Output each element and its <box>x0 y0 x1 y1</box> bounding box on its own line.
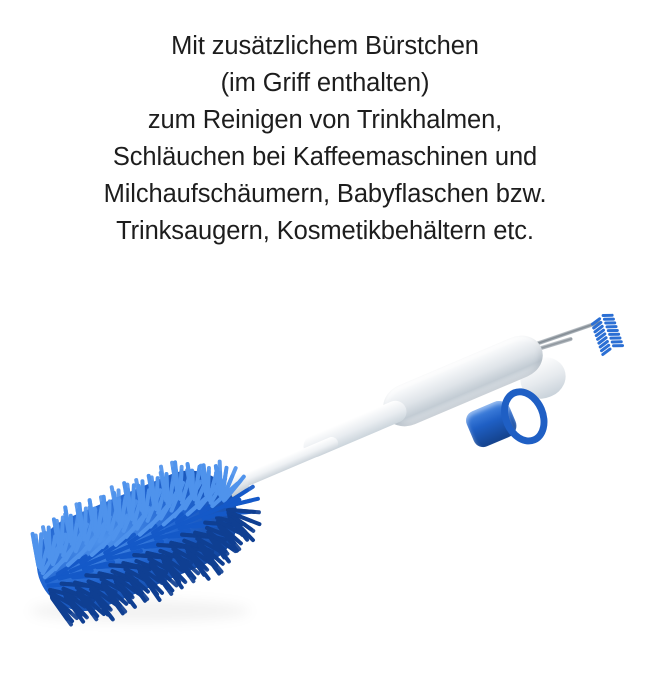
caption-line-6: Trinksaugern, Kosmetikbehältern etc. <box>116 217 534 245</box>
mini-bristle <box>603 318 615 321</box>
mini-bristle <box>606 325 618 328</box>
caption-text <box>0 28 650 250</box>
mini-bristle <box>607 329 619 332</box>
mini-bristle <box>609 336 621 339</box>
mini-straw-brush <box>589 310 626 354</box>
caption-line-2: (im Griff enthalten) <box>220 69 430 97</box>
mini-bristle <box>608 333 620 336</box>
mini-bristle <box>612 344 624 347</box>
mini-bristle <box>604 321 616 324</box>
mini-bristle <box>602 314 614 317</box>
caption-line-1: Mit zusätzlichem Bürstchen <box>171 32 479 60</box>
brush-head <box>0 399 293 681</box>
caption-line-4: Schläuchen bei Kaffeemaschinen und <box>112 143 538 171</box>
caption-line-5: Milchaufschäumern, Babyflaschen bzw. <box>103 180 547 208</box>
bottle-brush-photo <box>0 300 650 650</box>
caption-line-3: zum Reinigen von Trinkhalmen, <box>147 106 503 134</box>
mini-bristle <box>611 340 623 343</box>
